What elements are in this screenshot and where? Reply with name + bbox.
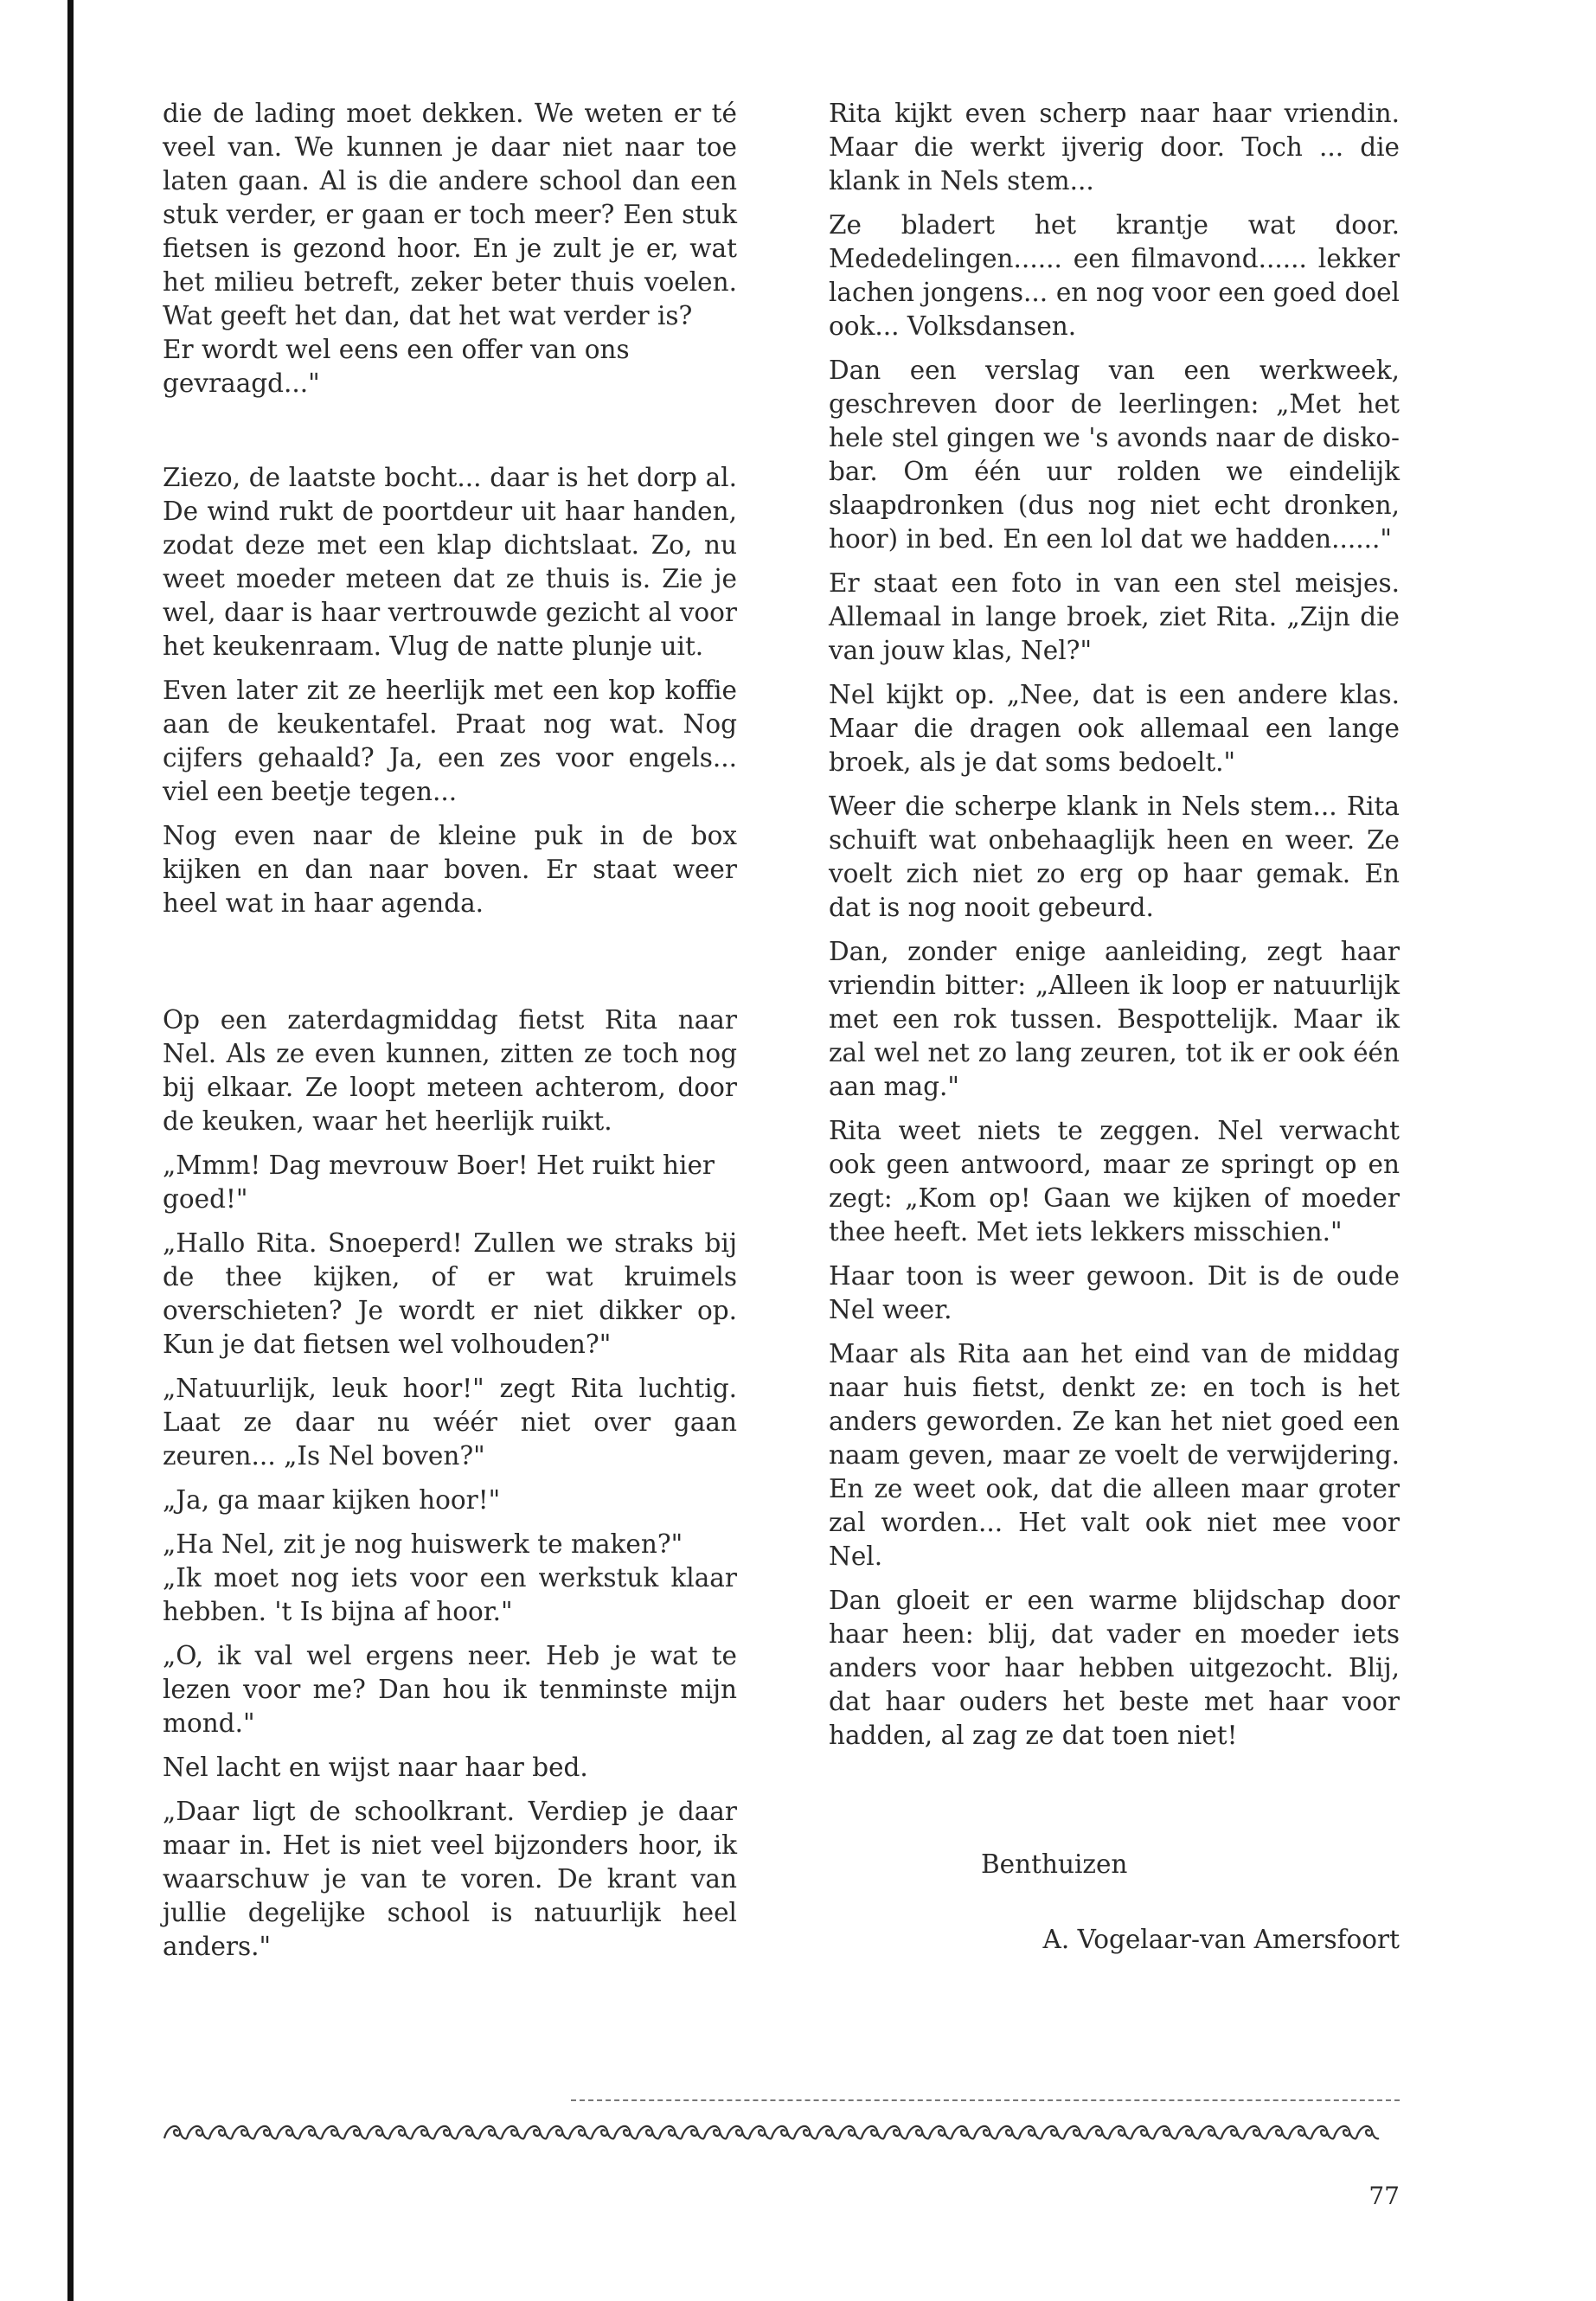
border-wave-scroll xyxy=(277,2126,299,2138)
border-wave-scroll xyxy=(749,2126,772,2138)
paragraph: Weer die scherpe klank in Nels stem... Rita schuift wat onbehaaglijk heen en weer. Ze voelt zich niet zo erg op haar gemak. En dat is nog nooit gebeurd. xyxy=(829,792,1400,922)
border-wave-scroll xyxy=(839,2126,862,2138)
dialogue-line: „Ha Nel, zit je nog huiswerk te maken?" xyxy=(163,1529,683,1559)
border-wave-scroll xyxy=(727,2126,749,2138)
border-wave-scroll xyxy=(232,2126,254,2138)
scan-edge-line xyxy=(67,0,74,2301)
border-wave-scroll xyxy=(367,2126,389,2138)
border-wave-scroll xyxy=(637,2126,659,2138)
border-wave-scroll xyxy=(592,2126,614,2138)
border-wave-scroll xyxy=(299,2126,322,2138)
border-wave-scroll xyxy=(997,2126,1019,2138)
paragraph: Haar toon is weer gewoon. Dit is de oude Nel weer. xyxy=(829,1261,1400,1324)
paragraph: Ze bladert het krantje wat door. Mededelingen...... een filmavond...... lekker lachen jongens... en nog voor een goed doel ook... Volksdansen. xyxy=(829,210,1400,341)
border-wave-scroll xyxy=(974,2126,997,2138)
border-wave-scroll xyxy=(1042,2126,1064,2138)
paragraph: Rita weet niets te zeggen. Nel verwacht ook geen antwoord, maar ze springt op en zegt: „Kom op! Gaan we kijken of moeder thee heeft. Met iets lekkers misschien." xyxy=(829,1116,1400,1247)
border-wave-scroll xyxy=(614,2126,637,2138)
paragraph: Ziezo, de laatste bocht... daar is het dorp al. De wind rukt de poortdeur uit haar handen, zodat deze met een klap dichtslaat. Zo, nu weet moeder meteen dat ze thuis is. Zie je wel, daar is haar vertrouwde gezicht al voor het keukenraam. Vlug de natte plunje uit. xyxy=(163,463,737,661)
paragraph: Maar als Rita aan het eind van de middag naar huis fietst, denkt ze: en toch is het anders geworden. Ze kan het niet goed een naam geven, maar ze voelt de verwijdering. En ze weet ook, dat die alleen maar groter zal worden... Het valt ook niet mee voor Nel. xyxy=(829,1339,1400,1571)
dialogue-line: „Natuurlijk, leuk hoor!" zegt Rita luchtig. Laat ze daar nu wéér niet over gaan zeuren... „Is Nel boven?" xyxy=(163,1374,737,1471)
border-wave-scroll xyxy=(1311,2126,1334,2138)
border-wave-scroll xyxy=(1266,2126,1289,2138)
paragraph: Even later zit ze heerlijk met een kop koffie aan de keukentafel. Praat nog wat. Nog cijfers gehaald? Ja, een zes voor engels... viel een beetje tegen... xyxy=(163,676,737,806)
paragraph: die de lading moet dekken. We weten er té veel van. We kunnen je daar niet naar toe laten gaan. Al is die andere school dan een stuk verder, er gaan er toch meer? Een stuk fietsen is gezond hoor. En je zult je er, wat het milieu betreft, zeker beter thuis voelen. Wat geeft het dan, dat het wat verder is? xyxy=(163,99,737,330)
border-wave-scroll xyxy=(524,2126,547,2138)
border-wave-scroll xyxy=(1289,2126,1311,2138)
border-wave-scroll xyxy=(794,2126,817,2138)
border-wave-scroll xyxy=(862,2126,884,2138)
border-wave-scroll xyxy=(502,2126,524,2138)
border-wave-scroll xyxy=(254,2126,277,2138)
border-wave-scroll xyxy=(907,2126,929,2138)
border-wave-scroll xyxy=(1221,2126,1244,2138)
paragraph: Nel lacht en wijst naar haar bed. xyxy=(163,1753,588,1782)
dialogue-line: „Hallo Rita. Snoeperd! Zullen we straks bij de thee kijken, of er wat kruimels overschieten? Je wordt er niet dikker op. Kun je dat fietsen wel volhouden?" xyxy=(163,1228,737,1359)
border-wave-scroll xyxy=(344,2126,367,2138)
paragraph: Rita kijkt even scherp naar haar vriendin. Maar die werkt ijverig door. Toch ... die klank in Nels stem... xyxy=(829,99,1400,195)
border-wave-scroll xyxy=(479,2126,502,2138)
paragraph: Er wordt wel eens een offer van ons gevraagd..." xyxy=(163,335,630,398)
border-wave-scroll xyxy=(1334,2126,1356,2138)
signature-author: A. Vogelaar-van Amersfoort xyxy=(1042,1925,1400,1954)
border-wave-scroll xyxy=(547,2126,569,2138)
border-wave-scroll xyxy=(1154,2126,1176,2138)
signature-place: Benthuizen xyxy=(981,1849,1128,1879)
border-wave-scroll xyxy=(1199,2126,1221,2138)
border-wave-scroll xyxy=(659,2126,682,2138)
border-wave-scroll xyxy=(434,2126,457,2138)
border-wave-scroll xyxy=(929,2126,952,2138)
paragraph: Op een zaterdagmiddag fietst Rita naar Nel. Als ze even kunnen, zitten ze toch nog bij elkaar. Ze loopt meteen achterom, door de keuken, waar het heerlijk ruikt. xyxy=(163,1005,737,1136)
dialogue-line: „Ja, ga maar kijken hoor!" xyxy=(163,1485,501,1515)
dashed-rule xyxy=(571,2099,1400,2101)
dialogue-line: „Ik moet nog iets voor een werkstuk klaar hebben. 't Is bijna af hoor." xyxy=(163,1563,737,1626)
border-wave-scroll xyxy=(682,2126,704,2138)
border-wave-scroll xyxy=(884,2126,907,2138)
border-wave-scroll xyxy=(704,2126,727,2138)
left-column xyxy=(163,97,737,1974)
border-wave-scroll xyxy=(457,2126,479,2138)
border-wave-scroll xyxy=(1064,2126,1086,2138)
paragraph: Nog even naar de kleine puk in de box kijken en dan naar boven. Er staat weer heel wat in haar agenda. xyxy=(163,821,737,918)
border-wave-scroll xyxy=(952,2126,974,2138)
border-wave-scroll xyxy=(1086,2126,1109,2138)
border-wave-scroll xyxy=(1176,2126,1199,2138)
dialogue-line: „O, ik val wel ergens neer. Heb je wat te lezen voor me? Dan hou ik tenminste mijn mond." xyxy=(163,1641,737,1738)
paragraph: Nel kijkt op. „Nee, dat is een andere klas. Maar die dragen ook allemaal een lange broek, als je dat soms bedoelt." xyxy=(829,680,1400,777)
border-wave-scroll xyxy=(187,2126,209,2138)
border-wave-scroll xyxy=(1131,2126,1154,2138)
paragraph: Dan, zonder enige aanleiding, zegt haar vriendin bitter: „Alleen ik loop er natuurlijk met een rok tussen. Bespottelijk. Maar ik zal wel net zo lang zeuren, tot ik er ook één aan mag." xyxy=(829,937,1400,1101)
border-wave-scroll xyxy=(569,2126,592,2138)
border-wave-scroll xyxy=(1109,2126,1131,2138)
border-wave-scroll xyxy=(1019,2126,1042,2138)
page-number: 77 xyxy=(1368,2182,1400,2210)
border-wave-scroll xyxy=(209,2126,232,2138)
paragraph: Er staat een foto in van een stel meisjes. Allemaal in lange broek, ziet Rita. „Zijn die van jouw klas, Nel?" xyxy=(829,568,1400,665)
border-wave-scroll xyxy=(817,2126,839,2138)
paragraph: Dan gloeit er een warme blijdschap door haar heen: blij, dat vader en moeder iets anders voor haar hebben uitgezocht. Blij, dat haar ouders het beste met haar voor hadden, al zag ze dat toen niet! xyxy=(829,1586,1400,1750)
border-wave-scroll xyxy=(412,2126,434,2138)
border-wave-scroll xyxy=(1244,2126,1266,2138)
paragraph: Dan een verslag van een werkweek, geschreven door de leerlingen: „Met het hele stel gingen we 's avonds naar de disko-bar. Om één uur rolden we eindelijk slaapdronken (dus nog niet echt dronken, hoor) in bed. En een lol dat we hadden......" xyxy=(829,356,1400,554)
border-wave-scroll xyxy=(322,2126,344,2138)
right-column xyxy=(829,97,1400,1967)
border-wave-scroll xyxy=(1356,2126,1379,2138)
dialogue-line: „Daar ligt de schoolkrant. Verdiep je daar maar in. Het is niet veel bijzonders hoor, ik waarschuw je van te voren. De krant van jullie degelijke school is natuurlijk heel anders." xyxy=(163,1797,737,1961)
ornamental-border xyxy=(163,2119,1400,2145)
border-wave-scroll xyxy=(389,2126,412,2138)
border-wave-scroll xyxy=(772,2126,794,2138)
border-wave-scroll xyxy=(164,2126,187,2138)
dialogue-line: „Mmm! Dag mevrouw Boer! Het ruikt hier goed!" xyxy=(163,1150,715,1214)
